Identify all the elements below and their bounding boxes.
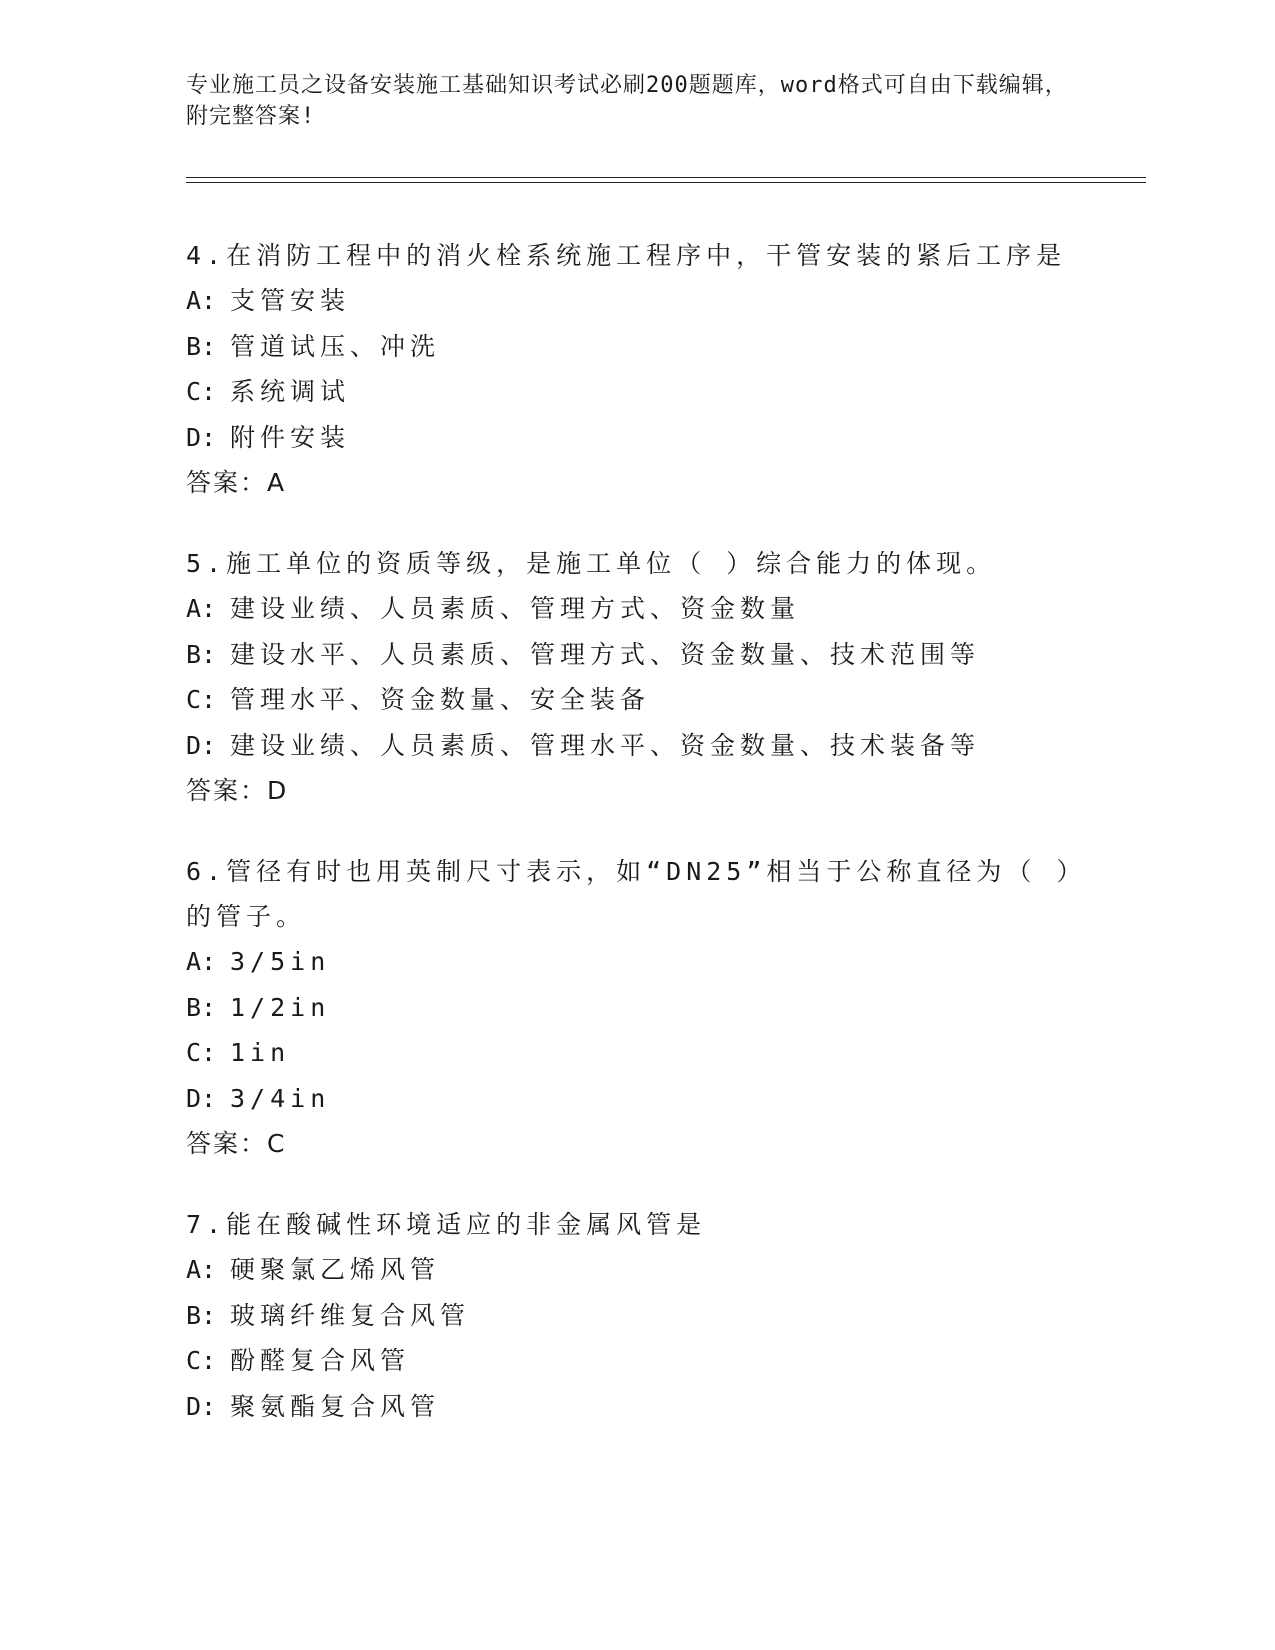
document-header: 专业施工员之设备安装施工基础知识考试必刷200题题库，word格式可自由下载编辑，附完整答案! (186, 73, 1068, 129)
question-5 (186, 541, 1146, 813)
answer-line: 答案：D (186, 776, 289, 805)
option-b (186, 985, 1146, 1031)
option-key: D: (186, 730, 217, 760)
option-text: 酚醛复合风管 (230, 1346, 411, 1375)
option-a (186, 586, 1146, 632)
question-title: 6.管径有时也用英制尺寸表示，如“DN25”相当于公称直径为（ ）的管子。 (186, 857, 1074, 931)
option-c (186, 1030, 1146, 1076)
option-c (186, 369, 1146, 415)
option-b (186, 1293, 1146, 1339)
option-a (186, 278, 1146, 324)
option-b (186, 632, 1146, 678)
option-b (186, 324, 1146, 370)
option-text: 3/5in (230, 947, 331, 976)
question-7 (186, 1202, 1146, 1429)
option-key: C: (186, 377, 217, 406)
option-key: A: (186, 286, 217, 315)
option-text: 建设水平、人员素质、管理方式、资金数量、技术范围等 (230, 639, 981, 669)
option-key: D: (186, 422, 217, 452)
option-c (186, 1338, 1146, 1384)
option-key: A: (186, 594, 217, 623)
option-key: B: (186, 992, 217, 1022)
option-text: 硬聚氯乙烯风管 (230, 1255, 441, 1284)
option-key: C: (186, 1038, 217, 1067)
option-text: 建设业绩、人员素质、管理水平、资金数量、技术装备等 (230, 730, 981, 760)
option-key: B: (186, 1300, 217, 1330)
option-key: C: (186, 685, 217, 714)
option-key: D: (186, 1391, 217, 1421)
option-key: C: (186, 1346, 217, 1375)
option-text: 系统调试 (230, 377, 351, 406)
option-text: 3/4in (230, 1083, 331, 1113)
option-d (186, 1076, 1146, 1122)
option-text: 建设业绩、人员素质、管理方式、资金数量 (230, 594, 801, 623)
question-4 (186, 233, 1146, 505)
header-divider-bottom (186, 182, 1146, 183)
question-title: 5.施工单位的资质等级，是施工单位（ ）综合能力的体现。 (186, 549, 997, 578)
option-key: A: (186, 947, 217, 976)
option-d (186, 723, 1146, 769)
answer-line: 答案：A (186, 468, 287, 497)
question-title: 4.在消防工程中的消火栓系统施工程序中，干管安装的紧后工序是 (186, 241, 1067, 270)
option-text: 管理水平、资金数量、安全装备 (230, 685, 651, 714)
option-key: B: (186, 639, 217, 669)
option-text: 1/2in (230, 992, 331, 1022)
option-text: 玻璃纤维复合风管 (230, 1300, 471, 1330)
option-a (186, 939, 1146, 985)
option-d (186, 415, 1146, 461)
option-text: 附件安装 (230, 422, 351, 452)
option-a (186, 1247, 1146, 1293)
option-c (186, 677, 1146, 723)
question-title: 7.能在酸碱性环境适应的非金属风管是 (186, 1210, 707, 1239)
header-divider-top (186, 177, 1146, 178)
question-list (186, 233, 1146, 1465)
option-key: B: (186, 331, 217, 361)
option-text: 1in (230, 1038, 291, 1067)
option-text: 聚氨酯复合风管 (230, 1391, 441, 1421)
answer-line: 答案：C (186, 1129, 287, 1158)
option-text: 管道试压、冲洗 (230, 331, 441, 361)
option-key: A: (186, 1255, 217, 1284)
question-6 (186, 849, 1146, 1166)
option-d (186, 1384, 1146, 1430)
option-key: D: (186, 1083, 217, 1113)
option-text: 支管安装 (230, 286, 351, 315)
